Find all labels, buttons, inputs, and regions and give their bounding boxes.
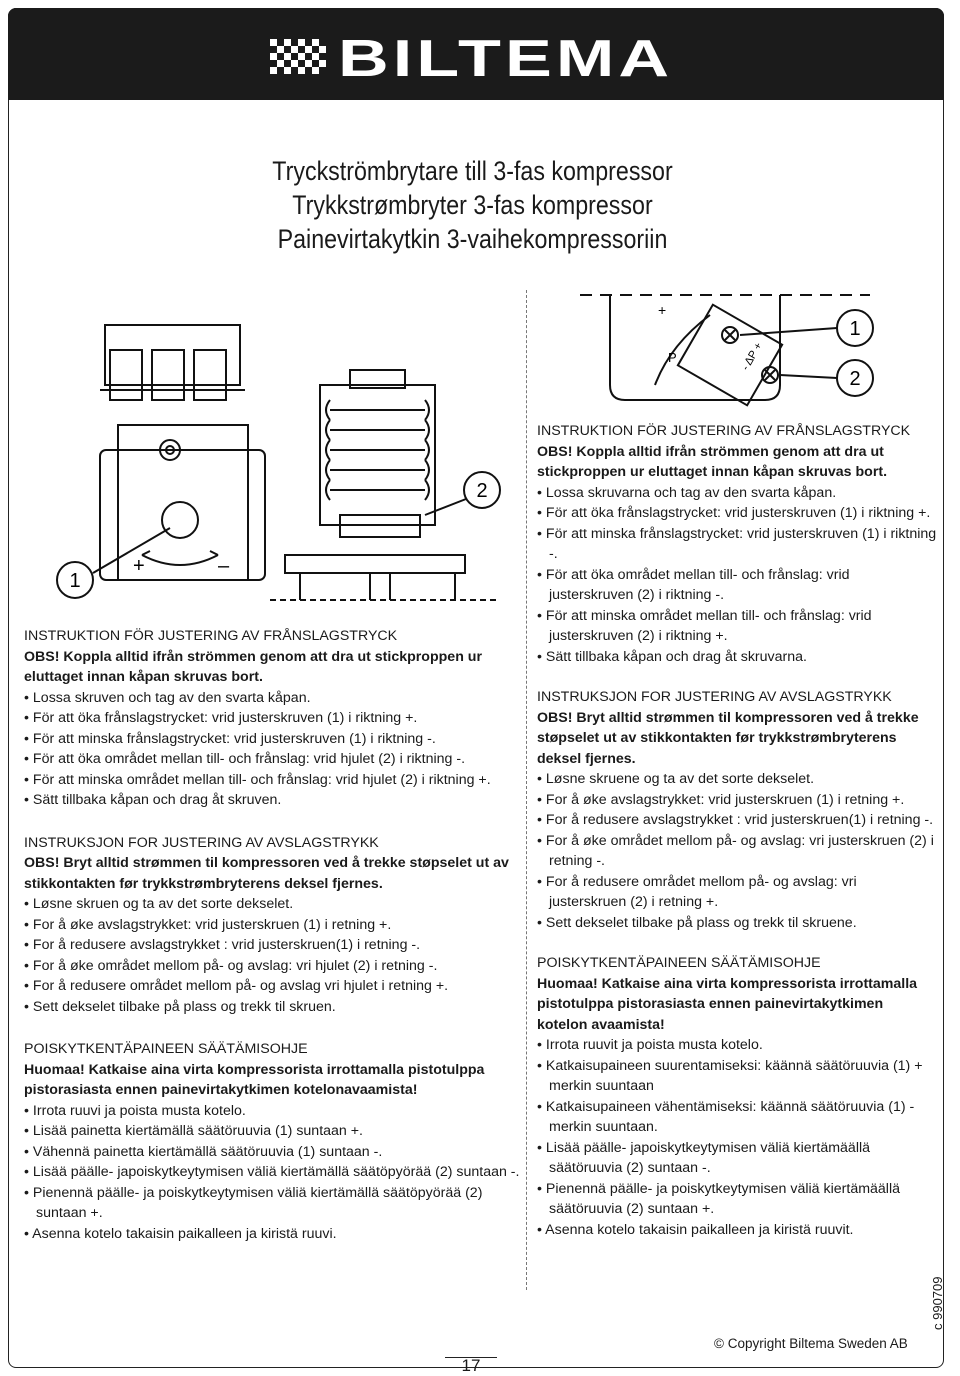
list-item: • Sätt tillbaka kåpan och drag åt skruvarna.	[537, 647, 937, 668]
fi-heading-right: POISKYTKENTÄPAINEEN SÄÄTÄMISOHJE	[537, 955, 821, 971]
list-item: • Irrota ruuvi ja poista musta kotelo.	[24, 1101, 520, 1122]
no-heading-right: INSTRUKSJON FOR JUSTERING AV AVSLAGSTRYKK	[537, 689, 892, 705]
list-item: • Vähennä painetta kiertämällä säätöruuvia (1) suntaan -.	[24, 1142, 520, 1163]
sv-warning-left: OBS! Koppla alltid ifrån strömmen genom att dra ut stickproppen ur eluttaget innan kåpan skruvas bort.	[24, 648, 482, 685]
copyright: © Copyright Biltema Sweden AB	[714, 1336, 908, 1351]
list-item: • Katkaisupaineen vähentämiseksi: käännä säätöruuvia (1) - merkin suuntaan.	[537, 1097, 937, 1138]
list-item: • For å redusere avslagstrykket : vrid justerskruen(1) i retning -.	[537, 810, 937, 831]
p-label-right: P	[668, 350, 677, 365]
list-item: • For å redusere avslagstrykket : vrid justerskruen(1) i retning -.	[24, 935, 520, 956]
list-item: • För att minska området mellan till- och frånslag: vrid justerskruven (2) i riktning +.	[537, 606, 937, 647]
list-item: • För att öka området mellan till- och frånslag: vrid justerskruven (2) i riktning -.	[537, 565, 937, 606]
list-item: • Katkaisupaineen suurentamiseksi: käännä säätöruuvia (1) + merkin suuntaan	[537, 1056, 937, 1097]
list-item: • För att minska frånslagstrycket: vrid justerskruven (1) i riktning -.	[537, 524, 937, 565]
sv-heading-left: INSTRUKTION FÖR JUSTERING AV FRÅNSLAGSTRYCK	[24, 628, 398, 644]
list-item: • Sätt tillbaka kåpan och drag åt skruven.	[24, 790, 520, 811]
checkered-flag-icon	[270, 39, 328, 79]
sv-heading-right: INSTRUKTION FÖR JUSTERING AV FRÅNSLAGSTRYCK	[537, 423, 911, 439]
list-item: • För att öka frånslagstrycket: vrid justerskruven (1) i riktning +.	[24, 708, 520, 729]
list-item: • Asenna kotelo takaisin paikalleen ja kiristä ruuvit.	[537, 1220, 937, 1241]
list-item: • For å redusere området mellom på- og avslag: vri justerskruen (2) i retning +.	[537, 872, 937, 913]
fi-heading-left: POISKYTKENTÄPAINEEN SÄÄTÄMISOHJE	[24, 1041, 308, 1057]
title-sv: Tryckströmbrytare till 3-fas kompressor	[272, 156, 673, 186]
no-warning-left: OBS! Bryt alltid strømmen til kompressoren ved å trekke støpselet ut av stikkontakten før trykkstrømbryterens deksel fjernes.	[24, 855, 509, 892]
callout-1-right: 1	[849, 318, 861, 340]
header-bar	[8, 8, 944, 100]
list-item: • For å redusere området mellom på- og avslag vri hjulet i retning +.	[24, 976, 520, 997]
list-item: • För att öka frånslagstrycket: vrid justerskruven (1) i riktning +.	[537, 503, 937, 524]
list-item: • For å øke avslagstrykket: vrid justerskruen (1) i retning +.	[24, 915, 520, 936]
list-item: • Lossa skruvarna och tag av den svarta kåpan.	[537, 483, 937, 504]
no-warning-right: OBS! Bryt alltid strømmen til kompressoren ved å trekke støpselet ut av stikkontakten før trykkstrømbryterens deksel fjernes.	[537, 709, 919, 767]
column-divider	[526, 290, 527, 1290]
list-item: • Lossa skruven och tag av den svarta kåpan.	[24, 688, 520, 709]
list-item: • Pienennä päälle- ja poiskytkeytymisen väliä kiertämällä säätöpyörää (2) suntaan +.	[24, 1183, 520, 1224]
list-item: • Asenna kotelo takaisin paikalleen ja kiristä ruuvi.	[24, 1224, 520, 1245]
fi-warning-right: Huomaa! Katkaise aina virta kompressorista irrottamalla pistotulppa pistorasiasta ennen painevirtakytkimen kotelon avaamista!	[537, 975, 918, 1033]
list-item: • Irrota ruuvit ja poista musta kotelo.	[537, 1035, 937, 1056]
figure-pressure-switch	[30, 290, 520, 620]
right-column	[537, 421, 937, 1240]
list-item: • Løsne skruene og ta av det sorte dekselet.	[537, 769, 937, 790]
list-item: • Løsne skruen og ta av det sorte dekselet.	[24, 894, 520, 915]
list-item: • För att minska frånslagstrycket: vrid justerskruven (1) i riktning -.	[24, 729, 520, 750]
delta-p-label: - ΔP +	[739, 340, 765, 373]
list-item: • For å øke området mellom på- og avslag: vri hjulet (2) i retning -.	[24, 956, 520, 977]
fi-warning-left: Huomaa! Katkaise aina virta kompressorista irrottamalla pistotulppa pistorasiasta ennen painevirtakytkimen kotelonavaamista!	[24, 1061, 485, 1098]
list-item: • Lisää painetta kiertämällä säätöruuvia (1) suntaan +.	[24, 1121, 520, 1142]
left-column	[24, 626, 520, 1244]
figure-adjust-screws	[570, 290, 940, 410]
list-item: • Pienennä päälle- ja poiskytkeytymisen väliä kiertämäällä säätöruuvia (2) suntaan +.	[537, 1179, 937, 1220]
plus-mark-left: +	[133, 555, 145, 577]
plus-mark-right: +	[658, 302, 667, 318]
list-item: • För att minska området mellan till- och frånslag: vrid hjulet (2) i riktning +.	[24, 770, 520, 791]
brand-logo	[270, 30, 674, 88]
callout-1-left: 1	[69, 570, 81, 592]
callout-2-left: 2	[476, 480, 488, 502]
brand-name: BILTEMA	[338, 30, 674, 88]
list-item: • Lisää päälle- japoiskytkeytymisen väliä kiertämäällä säätöruuvia (2) suntaan -.	[537, 1138, 937, 1179]
no-heading-left: INSTRUKSJON FOR JUSTERING AV AVSLAGSTRYKK	[24, 834, 379, 851]
title-fi: Painevirtakytkin 3-vaihekompressoriin	[277, 224, 668, 254]
list-item: • För att öka området mellan till- och frånslag: vrid hjulet (2) i riktning -.	[24, 749, 520, 770]
list-item: • Sett dekselet tilbake på plass og trekk til skruene.	[537, 913, 937, 934]
list-item: • For å øke avslagstrykket: vrid justerskruen (1) i retning +.	[537, 790, 937, 811]
title-block	[0, 154, 945, 256]
list-item: • Sett dekselet tilbake på plass og trekk til skruen.	[24, 997, 520, 1018]
page-number: 17	[461, 1356, 481, 1375]
minus-mark-left: –	[218, 555, 230, 577]
callout-2-right: 2	[849, 368, 861, 390]
title-no: Trykkstrømbryter 3-fas kompressor	[292, 190, 653, 220]
document-code: c 990709	[930, 1276, 945, 1330]
sv-warning-right: OBS! Koppla alltid ifrån strömmen genom att dra ut stickproppen ur eluttaget innan kåpan skruvas bort.	[537, 443, 888, 480]
list-item: • Lisää päälle- japoiskytkeytymisen väliä kiertämällä säätöpyörää (2) suntaan -.	[24, 1162, 520, 1183]
list-item: • For å øke området mellom på- og avslag: vri justerskruen (2) i retning -.	[537, 831, 937, 872]
